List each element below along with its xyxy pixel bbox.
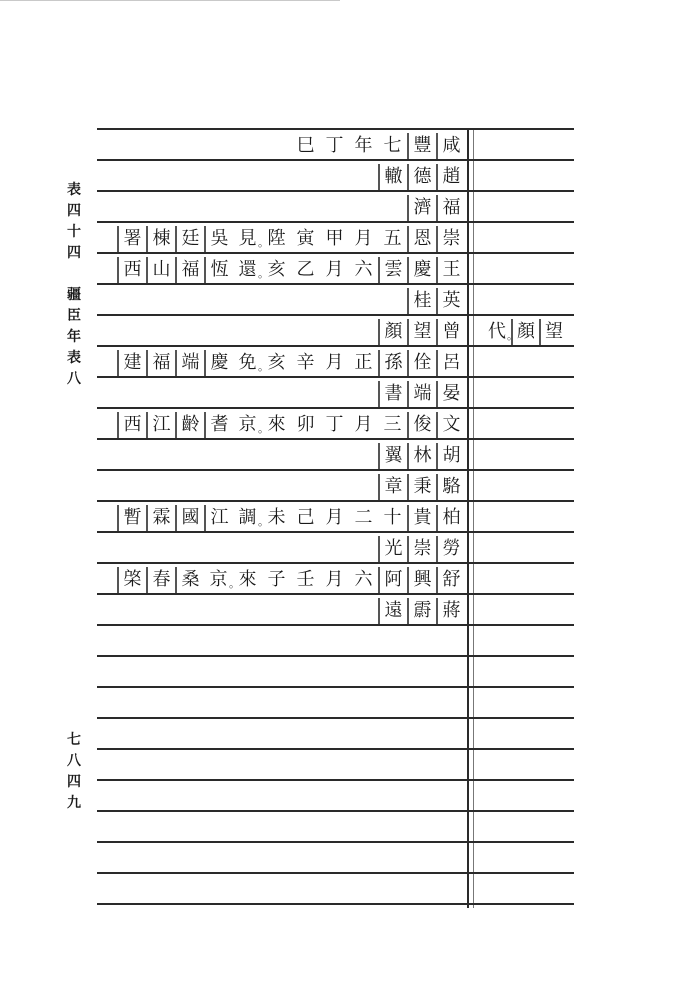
side_title-char: 年	[67, 329, 81, 345]
text-cell: 舒	[436, 567, 465, 593]
text-cell: 俊	[407, 412, 436, 438]
text-cell: 胡	[436, 443, 465, 469]
text-cell: 霨	[407, 598, 436, 624]
text-cell: 正	[354, 351, 373, 373]
top-edge-rule	[0, 0, 340, 1]
text-cell: 文	[436, 412, 465, 438]
side_title-char: 疆	[67, 287, 81, 303]
table-row	[97, 378, 471, 409]
table-row	[97, 347, 471, 378]
text-cell: 卯	[296, 413, 315, 435]
text-cell: 陞	[267, 227, 286, 249]
side_title-char	[62, 264, 86, 285]
text-cell: 棨	[117, 567, 146, 593]
text-cell: 建	[117, 350, 146, 376]
table-row	[97, 316, 471, 347]
side-column-entry	[477, 316, 573, 347]
text-cell: 德	[407, 164, 436, 190]
text-cell: 六	[354, 258, 373, 280]
text-cell: 顏	[378, 319, 407, 345]
text-cell: 望	[407, 319, 436, 345]
text-cell: 廷	[175, 226, 204, 252]
text-cell: 還 。	[233, 257, 262, 283]
text-cell: 晏	[436, 381, 465, 407]
table-row	[97, 719, 471, 750]
table-row	[97, 781, 471, 812]
text-cell: 月	[325, 351, 344, 373]
table-row	[97, 192, 471, 223]
side_title-char: 表	[67, 350, 81, 366]
side_title-char: 十	[67, 224, 81, 240]
text-cell: 十	[383, 506, 402, 528]
side-margin-page-number	[62, 730, 86, 814]
table-row	[97, 161, 471, 192]
table-row	[97, 409, 471, 440]
text-cell: 五	[383, 227, 402, 249]
side_page-char: 八	[67, 753, 81, 769]
table-row	[97, 812, 471, 843]
text-cell: 齡	[175, 412, 204, 438]
text-cell: 國	[175, 505, 204, 531]
text-cell: 福	[436, 195, 465, 221]
text-cell: 福	[146, 350, 175, 376]
table-row	[97, 533, 471, 564]
text-cell: 曾	[436, 319, 465, 345]
text-cell: 霖	[146, 505, 175, 531]
table-row	[97, 564, 471, 595]
column-divider-thin	[473, 128, 474, 908]
table-row	[97, 440, 471, 471]
side_title-char: 四	[67, 245, 81, 261]
text-cell: 慶	[204, 350, 233, 376]
text-cell: 乙	[296, 258, 315, 280]
text-cell: 耆	[204, 412, 233, 438]
text-cell: 寅	[296, 227, 315, 249]
text-cell: 丁	[325, 134, 344, 156]
text-cell: 巳	[296, 134, 315, 156]
text-cell: 崇	[436, 226, 465, 252]
text-cell: 西	[117, 257, 146, 283]
text-cell: 桑	[175, 567, 204, 593]
text-cell: 亥	[267, 258, 286, 280]
table-row	[97, 843, 471, 874]
table-row	[97, 874, 471, 905]
text-cell: 駱	[436, 474, 465, 500]
text-cell: 興	[407, 567, 436, 593]
text-cell: 望	[539, 319, 567, 345]
text-cell: 翼	[378, 443, 407, 469]
text-cell: 丁	[325, 413, 344, 435]
text-cell: 崇	[407, 536, 436, 562]
text-cell: 趙	[436, 164, 465, 190]
text-cell: 未	[267, 506, 286, 528]
side_title-char: 八	[67, 371, 81, 387]
text-cell: 王	[436, 257, 465, 283]
text-cell: 端	[175, 350, 204, 376]
table-row	[97, 471, 471, 502]
text-cell: 濟	[407, 195, 436, 221]
text-cell: 來	[238, 568, 257, 590]
text-cell: 京 。	[233, 412, 262, 438]
text-cell: 恆	[204, 257, 233, 283]
text-cell: 英	[436, 288, 465, 314]
side_page-char: 四	[67, 774, 81, 790]
text-cell: 柏	[436, 505, 465, 531]
table-row	[97, 750, 471, 781]
text-cell: 呂	[436, 350, 465, 376]
text-cell: 壬	[296, 568, 315, 590]
text-cell: 年	[354, 134, 373, 156]
text-cell: 林	[407, 443, 436, 469]
table-row	[97, 595, 471, 626]
text-cell: 貴	[407, 505, 436, 531]
text-cell: 福	[175, 257, 204, 283]
text-cell: 章	[378, 474, 407, 500]
text-cell: 免 。	[233, 350, 262, 376]
text-cell: 月	[354, 227, 373, 249]
table-row	[97, 285, 471, 316]
text-cell: 遠	[378, 598, 407, 624]
text-cell: 七	[383, 134, 402, 156]
text-cell: 吳	[204, 226, 233, 252]
table-row	[97, 657, 471, 688]
text-cell: 亥	[267, 351, 286, 373]
official-roster-table	[97, 128, 574, 913]
text-cell: 光	[378, 536, 407, 562]
text-cell: 秉	[407, 474, 436, 500]
text-cell: 西	[117, 412, 146, 438]
table-row	[97, 130, 471, 161]
table-row	[97, 254, 471, 285]
text-cell: 慶	[407, 257, 436, 283]
text-cell: 顏	[511, 319, 539, 345]
text-cell: 六	[354, 568, 373, 590]
text-cell: 江	[204, 505, 233, 531]
text-cell: 辛	[296, 351, 315, 373]
text-cell: 甲	[325, 227, 344, 249]
side_title-char: 表	[67, 182, 81, 198]
text-cell: 孫	[378, 350, 407, 376]
text-cell: 阿	[378, 567, 407, 593]
text-cell: 京 。	[204, 567, 233, 593]
text-cell: 桂	[407, 288, 436, 314]
text-cell: 月	[325, 506, 344, 528]
text-cell: 子	[267, 568, 286, 590]
side_page-char: 七	[67, 732, 81, 748]
text-cell: 調 。	[233, 505, 262, 531]
text-cell: 山	[146, 257, 175, 283]
text-cell: 春	[146, 567, 175, 593]
text-cell: 暫	[117, 505, 146, 531]
side_title-char: 四	[67, 203, 81, 219]
text-cell: 端	[407, 381, 436, 407]
text-cell: 咸	[436, 133, 465, 159]
text-cell: 棟	[146, 226, 175, 252]
text-cell: 署	[117, 226, 146, 252]
text-cell: 雲	[378, 257, 407, 283]
text-cell: 豐	[407, 133, 436, 159]
text-cell: 己	[296, 506, 315, 528]
text-cell: 江	[146, 412, 175, 438]
text-cell: 代 。	[483, 319, 511, 345]
text-cell: 來	[267, 413, 286, 435]
text-cell: 佺	[407, 350, 436, 376]
text-cell: 月	[325, 568, 344, 590]
text-cell: 勞	[436, 536, 465, 562]
text-cell: 轍	[378, 164, 407, 190]
side_page-char: 九	[67, 795, 81, 811]
text-cell: 見 。	[233, 226, 262, 252]
table-row	[97, 688, 471, 719]
table-row	[97, 502, 471, 533]
text-cell: 月	[325, 258, 344, 280]
text-cell: 二	[354, 506, 373, 528]
table-row	[97, 626, 471, 657]
side_title-char: 臣	[67, 308, 81, 324]
text-cell: 月	[354, 413, 373, 435]
text-cell: 三	[383, 413, 402, 435]
text-cell: 書	[378, 381, 407, 407]
table-row	[97, 223, 471, 254]
text-cell: 恩	[407, 226, 436, 252]
text-cell: 蔣	[436, 598, 465, 624]
side-margin-title	[62, 180, 86, 390]
